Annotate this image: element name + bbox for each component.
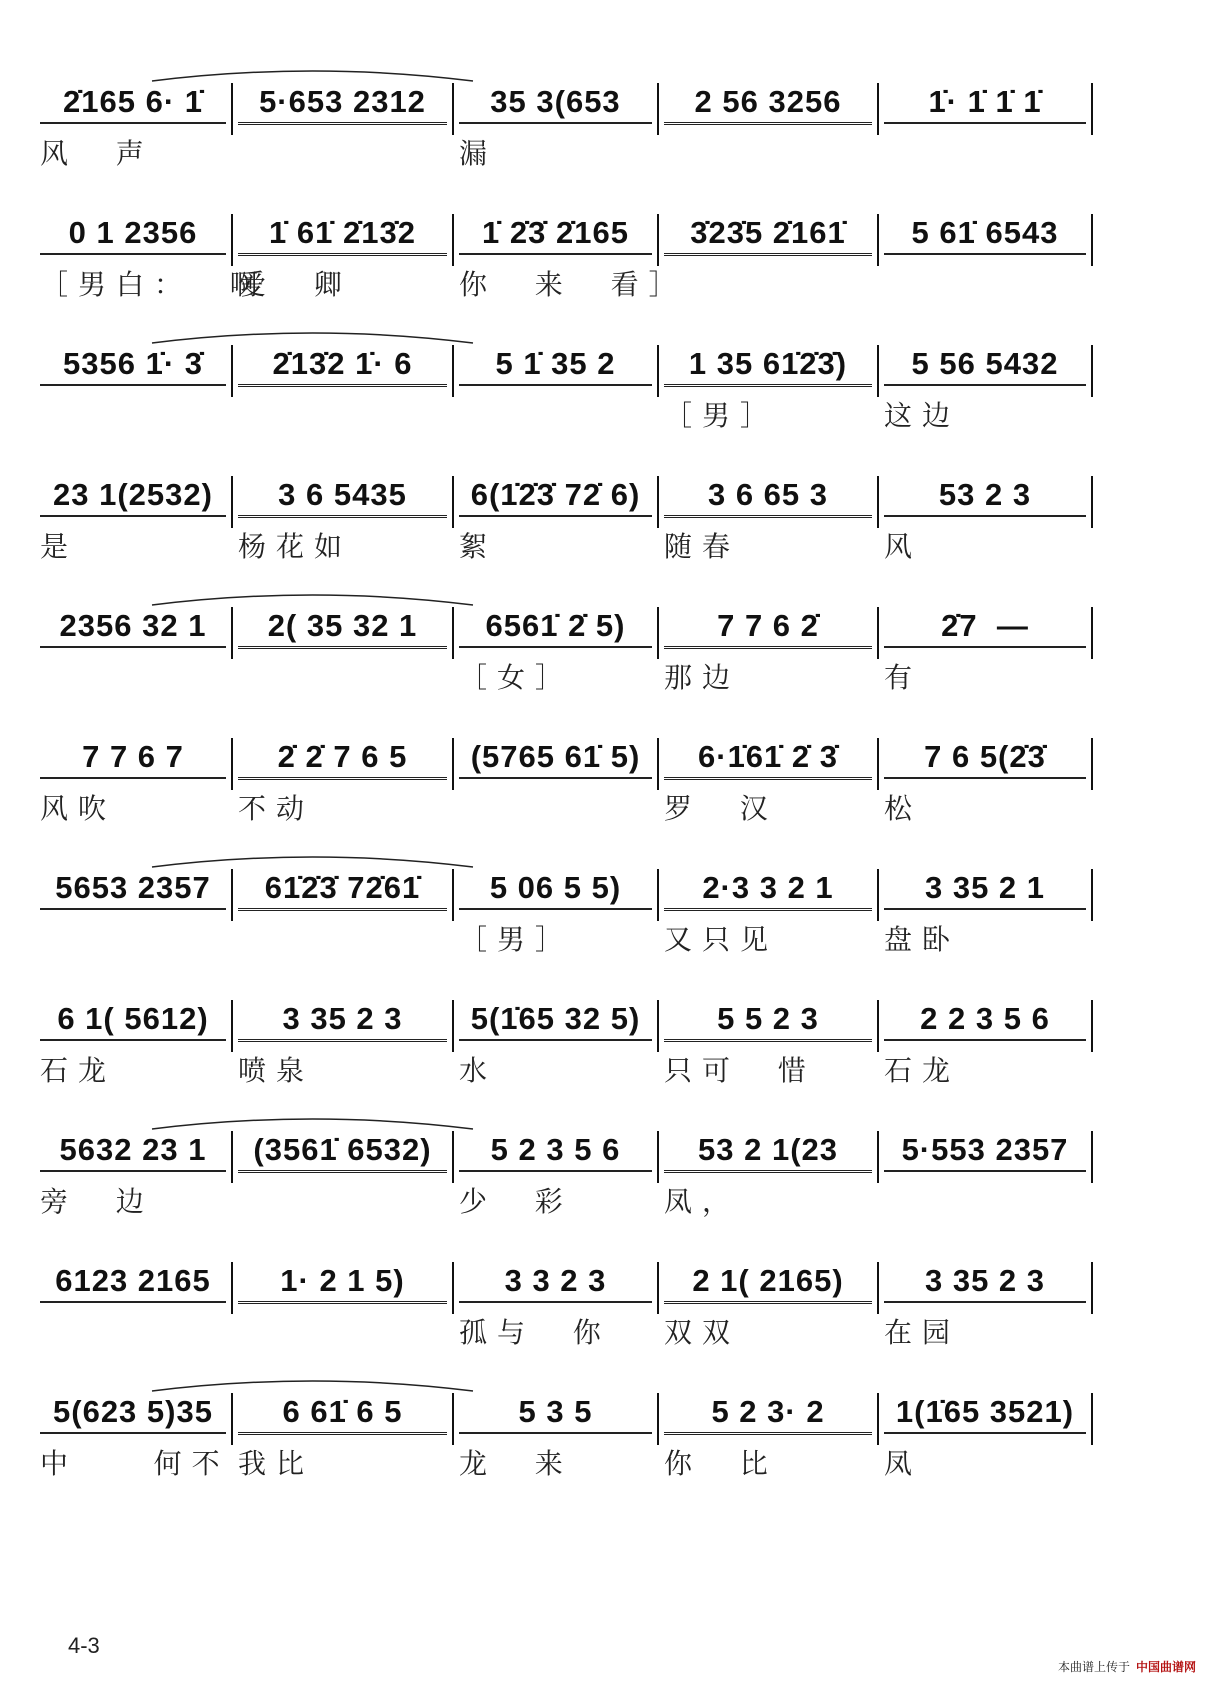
measure-lyric: ［男白： 啊 [40, 268, 268, 301]
measure [459, 1123, 652, 1251]
measure-notes: 1̇ 2̇3̇ 2̇165 [459, 214, 652, 255]
measure-notes: 3 6 65 3 [664, 476, 872, 518]
measure [884, 337, 1086, 465]
measure-lyric: 少 彩 [459, 1185, 573, 1218]
measure [40, 337, 226, 465]
measure-notes: 2̇7 — [884, 607, 1086, 648]
measure-notes: 3 35 2 3 [884, 1262, 1086, 1303]
measure-lyric: 凤， [664, 1185, 741, 1218]
measure-notes: 6123 2165 [40, 1262, 226, 1303]
measure-lyric: 风吹 [40, 792, 117, 825]
measure-lyric: 絮 [459, 530, 498, 563]
measure-notes: 61̇2̇3̇ 72̇61̇ [238, 869, 447, 911]
measure-lyric: 爱 卿 [238, 268, 352, 301]
measure-notes: 3 35 2 3 [238, 1000, 447, 1042]
measure-notes: 5·653 2312 [238, 83, 447, 125]
measure-notes: 2 1( 2165) [664, 1262, 872, 1304]
measure-notes: 5 2 3· 2 [664, 1393, 872, 1435]
measure [238, 1254, 447, 1382]
measure [884, 861, 1086, 989]
measure [238, 468, 447, 596]
measure-notes: 3 6 5435 [238, 476, 447, 518]
measure-notes: 5 5 2 3 [664, 1000, 872, 1042]
measure-lyric: 孤与 你 [459, 1316, 611, 1349]
measure [459, 468, 652, 596]
measure-lyric: 有 [884, 661, 923, 694]
measure [884, 1254, 1086, 1382]
measure [884, 992, 1086, 1120]
measure-lyric: 旁 边 [40, 1185, 154, 1218]
measure-notes: 2̇ 2̇ 7 6 5 [238, 738, 447, 780]
measure [40, 75, 226, 203]
measure [884, 730, 1086, 858]
measure [40, 861, 226, 989]
measure-notes: 35 3(653 [459, 83, 652, 124]
measure-notes: 5653 2357 [40, 869, 226, 910]
measure [238, 1123, 447, 1251]
measure [238, 861, 447, 989]
measure [40, 992, 226, 1120]
measure-notes: 1̇ 61̇ 2̇13̇2 [238, 214, 447, 256]
score-system [0, 337, 1222, 467]
measure [238, 730, 447, 858]
measure-lyric: 风 声 [40, 137, 154, 170]
measure-lyric: 漏 [459, 137, 498, 170]
score-system [0, 599, 1222, 729]
measure [664, 1385, 872, 1513]
measure [40, 730, 226, 858]
measure [40, 1123, 226, 1251]
measure [664, 599, 872, 727]
measure-lyric: 不动 [238, 792, 315, 825]
measure-lyric: 石龙 [884, 1054, 961, 1087]
measure [238, 1385, 447, 1513]
measure-notes: 5 1̇ 35 2 [459, 345, 652, 386]
measure-lyric: 风 [884, 530, 923, 563]
measure-lyric: 只可 惜 [664, 1054, 816, 1087]
measure [40, 206, 268, 334]
measure [664, 206, 872, 334]
measure-lyric: 是 [40, 530, 79, 563]
measure-notes: 5 06 5 5) [459, 869, 652, 910]
measure-notes: 2 2 3 5 6 [884, 1000, 1086, 1041]
measure [664, 730, 872, 858]
measure [884, 206, 1086, 334]
measure-notes: (5765 61̇ 5) [459, 738, 652, 779]
measure-notes: 2( 35 32 1 [238, 607, 447, 649]
measure [40, 468, 226, 596]
measure-notes: 5 56 5432 [884, 345, 1086, 386]
measure-lyric: 又只见 [664, 923, 779, 956]
measure-notes: 2356 32 1 [40, 607, 226, 648]
measure-lyric: 那边 [664, 661, 741, 694]
measure-lyric: 双双 [664, 1316, 741, 1349]
score-system [0, 1123, 1222, 1253]
measure-notes: 6(1̇2̇3̇ 72̇ 6) [459, 476, 652, 517]
measure [40, 1254, 226, 1382]
measure-lyric: 杨花如 [238, 530, 353, 563]
measure-notes: 5356 1̇· 3̇ [40, 345, 226, 386]
measure-notes: 1 35 61̇2̇3̇) [664, 345, 872, 387]
measure-notes: 5 2 3 5 6 [459, 1131, 652, 1172]
measure-notes: 0 1 2356 [40, 214, 226, 255]
measure-lyric: 水 [459, 1054, 498, 1087]
measure-notes: 7 6 5(2̇3̇ [884, 738, 1086, 779]
measure [884, 75, 1086, 203]
measure-lyric: 随春 [664, 530, 741, 563]
measure-lyric: 你 比 [664, 1447, 778, 1480]
score-system [0, 992, 1222, 1122]
measure [459, 75, 652, 203]
measure-notes: 2̇165 6· 1̇ [40, 83, 226, 124]
measure [664, 992, 872, 1120]
score-system [0, 1254, 1222, 1384]
measure [884, 1385, 1086, 1513]
measure-notes: (3561̇ 6532) [238, 1131, 447, 1173]
measure-notes: 2 56 3256 [664, 83, 872, 125]
measure-lyric: ［男］ [459, 923, 574, 956]
measure-notes: 6 61̇ 6 5 [238, 1393, 447, 1435]
measure-notes: 5(623 5)35 [40, 1393, 226, 1434]
measure-lyric: 罗 汉 [664, 792, 778, 825]
measure-notes: 6561̇ 2̇ 5) [459, 607, 652, 648]
score-system [0, 75, 1222, 205]
measure-notes: 5·553 2357 [884, 1131, 1086, 1172]
footer-uploaded: 本曲谱上传于 [1057, 1660, 1130, 1674]
measure-notes: 53 2 3 [884, 476, 1086, 517]
measure-notes: 7 7 6 7 [40, 738, 226, 779]
measure [664, 861, 872, 989]
measure [884, 1123, 1086, 1251]
measure-notes: 6·1̇61̇ 2̇ 3̇ [664, 738, 872, 780]
measure [459, 206, 687, 334]
measure-lyric: 喷泉 [238, 1054, 315, 1087]
measure [459, 861, 652, 989]
measure [664, 1123, 872, 1251]
footer [1058, 1658, 1196, 1675]
measure-notes: 7 7 6 2̇ [664, 607, 872, 649]
measure-notes: 5 3 5 [459, 1393, 652, 1434]
measure-lyric: 石龙 [40, 1054, 117, 1087]
score-system [0, 861, 1222, 991]
measure [238, 206, 447, 334]
score-system [0, 1385, 1222, 1515]
measure-notes: 1̇· 1̇ 1̇ 1̇ [884, 83, 1086, 124]
measure-notes: 23 1(2532) [40, 476, 226, 517]
measure [238, 337, 447, 465]
measure [459, 337, 652, 465]
measure [40, 1385, 230, 1513]
measure-lyric: ［女］ [459, 661, 574, 694]
measure-lyric: 松 [884, 792, 923, 825]
measure-notes: 6 1( 5612) [40, 1000, 226, 1041]
measure [459, 1385, 652, 1513]
page-number: 4-3 [68, 1633, 100, 1658]
measure-lyric: ［男］ [664, 399, 779, 432]
score-system [0, 730, 1222, 860]
measure [459, 730, 652, 858]
measure [664, 1254, 872, 1382]
measure-lyric: 凤 [884, 1447, 923, 1480]
measure [459, 992, 652, 1120]
measure-lyric: 这边 [884, 399, 961, 432]
measure-notes: 53 2 1(23 [664, 1131, 872, 1173]
measure-lyric: 我比 [238, 1447, 315, 1480]
measure [40, 599, 226, 727]
measure-lyric: 龙 来 [459, 1447, 573, 1480]
measure [459, 599, 652, 727]
measure-notes: 5632 23 1 [40, 1131, 226, 1172]
measure [238, 75, 447, 203]
measure [664, 468, 872, 596]
measure [664, 337, 872, 465]
measure-notes: 2·3 3 2 1 [664, 869, 872, 911]
score-system [0, 206, 1222, 336]
footer-site: 中国曲谱网 [1135, 1660, 1196, 1674]
measure-lyric: 盘卧 [884, 923, 961, 956]
measure [664, 75, 872, 203]
measure [884, 468, 1086, 596]
measure [238, 992, 447, 1120]
measure-notes: 3 35 2 1 [884, 869, 1086, 910]
measure [459, 1254, 652, 1382]
measure-lyric: 中 何不 [40, 1447, 230, 1480]
measure-lyric: 在园 [884, 1316, 961, 1349]
measure [238, 599, 447, 727]
measure-notes: 5 61̇ 6543 [884, 214, 1086, 255]
measure-lyric: 你 来 看］ [459, 268, 687, 301]
measure-notes: 2̇13̇2 1̇· 6 [238, 345, 447, 387]
measure [884, 599, 1086, 727]
measure-notes: 3 3 2 3 [459, 1262, 652, 1303]
measure-notes: 1(1̇65 3521) [884, 1393, 1086, 1434]
score-system [0, 468, 1222, 598]
measure-notes: 1· 2 1 5) [238, 1262, 447, 1304]
measure-notes: 3̇23̇5 2̇161̇ [664, 214, 872, 256]
measure-notes: 5(1̇65 32 5) [459, 1000, 652, 1041]
